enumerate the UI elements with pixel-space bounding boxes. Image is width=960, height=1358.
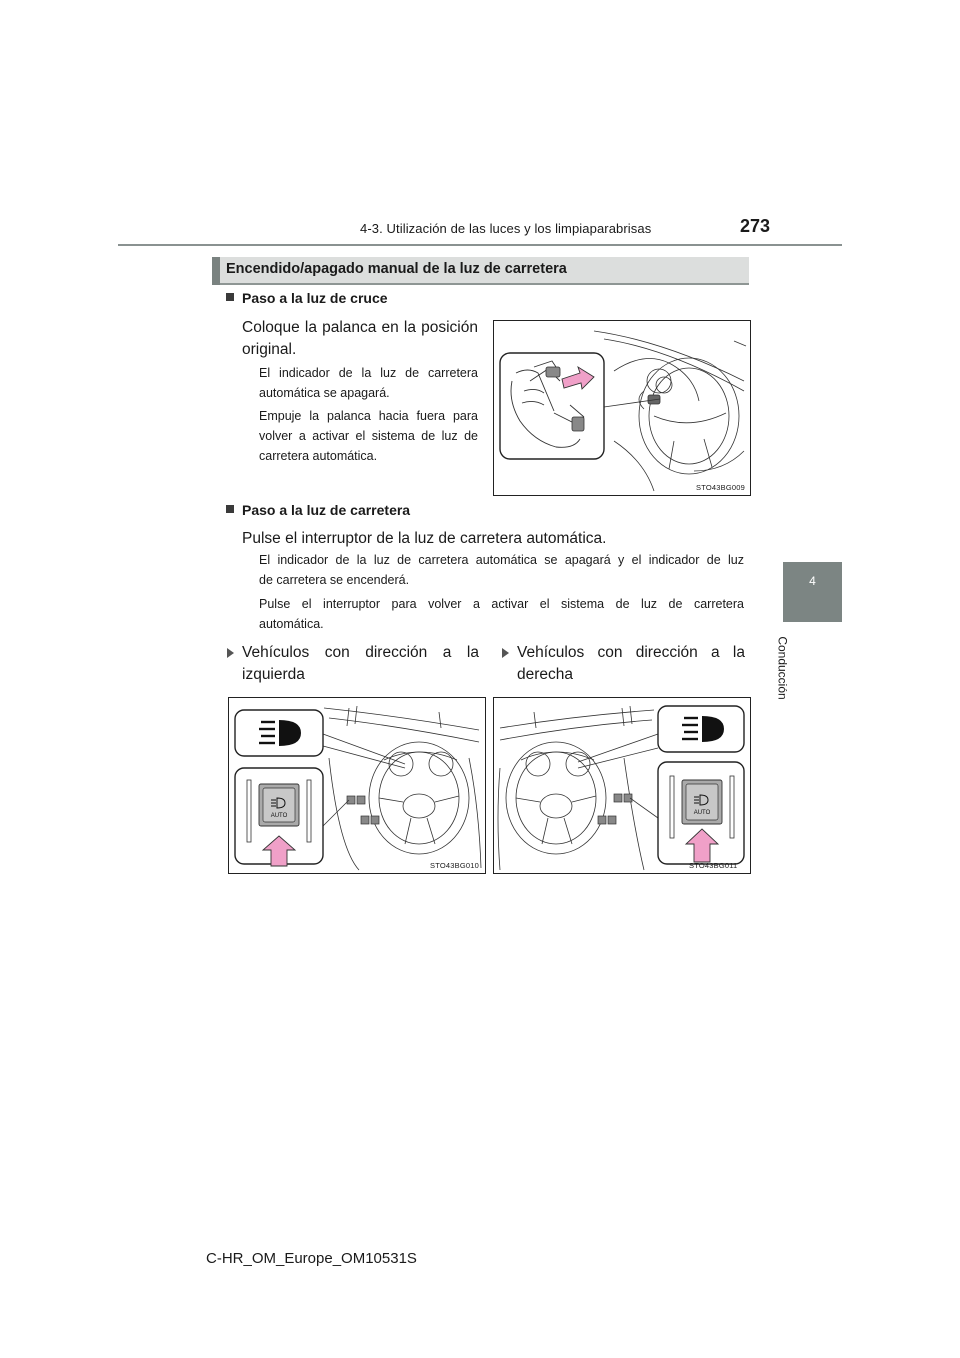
- right-drive-label-2: derecha: [517, 666, 574, 683]
- low-beam-heading: Paso a la luz de cruce: [242, 290, 388, 306]
- left-figure-id: STO43BG010: [430, 861, 479, 870]
- square-bullet-icon: [226, 293, 234, 301]
- low-beam-note-2c: carretera automática.: [259, 449, 378, 463]
- low-beam-note-2a: Empuje la palanca hacia fuera para: [259, 409, 478, 423]
- section-breadcrumb: 4-3. Utilización de las luces y los limpiaparabrisas: [360, 221, 652, 236]
- auto-switch-label: AUTO: [693, 810, 711, 816]
- lever-figure-id: STO43BG009: [696, 483, 745, 492]
- high-beam-note-1a: El indicador de la luz de carretera automática se apagará y el indicador de luz: [259, 553, 744, 567]
- header-divider: [118, 244, 842, 246]
- section-heading-accent: [212, 257, 220, 285]
- chapter-label-container: [775, 625, 803, 715]
- chapter-number: 4: [809, 574, 816, 588]
- triangle-bullet-icon: [227, 648, 234, 658]
- left-drive-label-1: Vehículos con dirección a la: [242, 644, 479, 661]
- right-figure-id: STO43BG011: [689, 861, 738, 870]
- low-beam-note-1b: automática se apagará.: [259, 386, 390, 400]
- chapter-tab: [783, 562, 842, 622]
- lever-figure: [493, 320, 751, 496]
- right-drive-label-1: Vehículos con dirección a la: [517, 644, 745, 661]
- section-title: Encendido/apagado manual de la luz de carretera: [226, 261, 567, 277]
- low-beam-note-2b: volver a activar el sistema de luz de: [259, 429, 478, 443]
- high-beam-note-2b: automática.: [259, 617, 324, 631]
- auto-switch-label: AUTO: [270, 813, 288, 819]
- page-number: 273: [740, 216, 771, 236]
- left-drive-figure: [228, 697, 486, 874]
- triangle-bullet-icon: [502, 648, 509, 658]
- square-bullet-icon: [226, 505, 234, 513]
- right-drive-illustration: [494, 698, 750, 873]
- left-drive-label-2: izquierda: [242, 666, 305, 683]
- document-id: C-HR_OM_Europe_OM10531S: [206, 1250, 417, 1267]
- chapter-label: Conducción: [775, 636, 790, 700]
- lever-illustration: [494, 321, 750, 495]
- high-beam-note-1b: de carretera se encenderá.: [259, 573, 410, 587]
- high-beam-instruction: Pulse el interruptor de la luz de carretera automática.: [242, 530, 607, 547]
- left-drive-illustration: [229, 698, 485, 873]
- high-beam-heading: Paso a la luz de carretera: [242, 502, 411, 518]
- low-beam-instruction-2: original.: [242, 341, 297, 358]
- low-beam-note-1a: El indicador de la luz de carretera: [259, 366, 478, 380]
- high-beam-note-2a: Pulse el interruptor para volver a activar el sistema de luz de carretera: [259, 597, 744, 611]
- right-drive-figure: [493, 697, 751, 874]
- low-beam-instruction-1: Coloque la palanca en la posición: [242, 319, 478, 336]
